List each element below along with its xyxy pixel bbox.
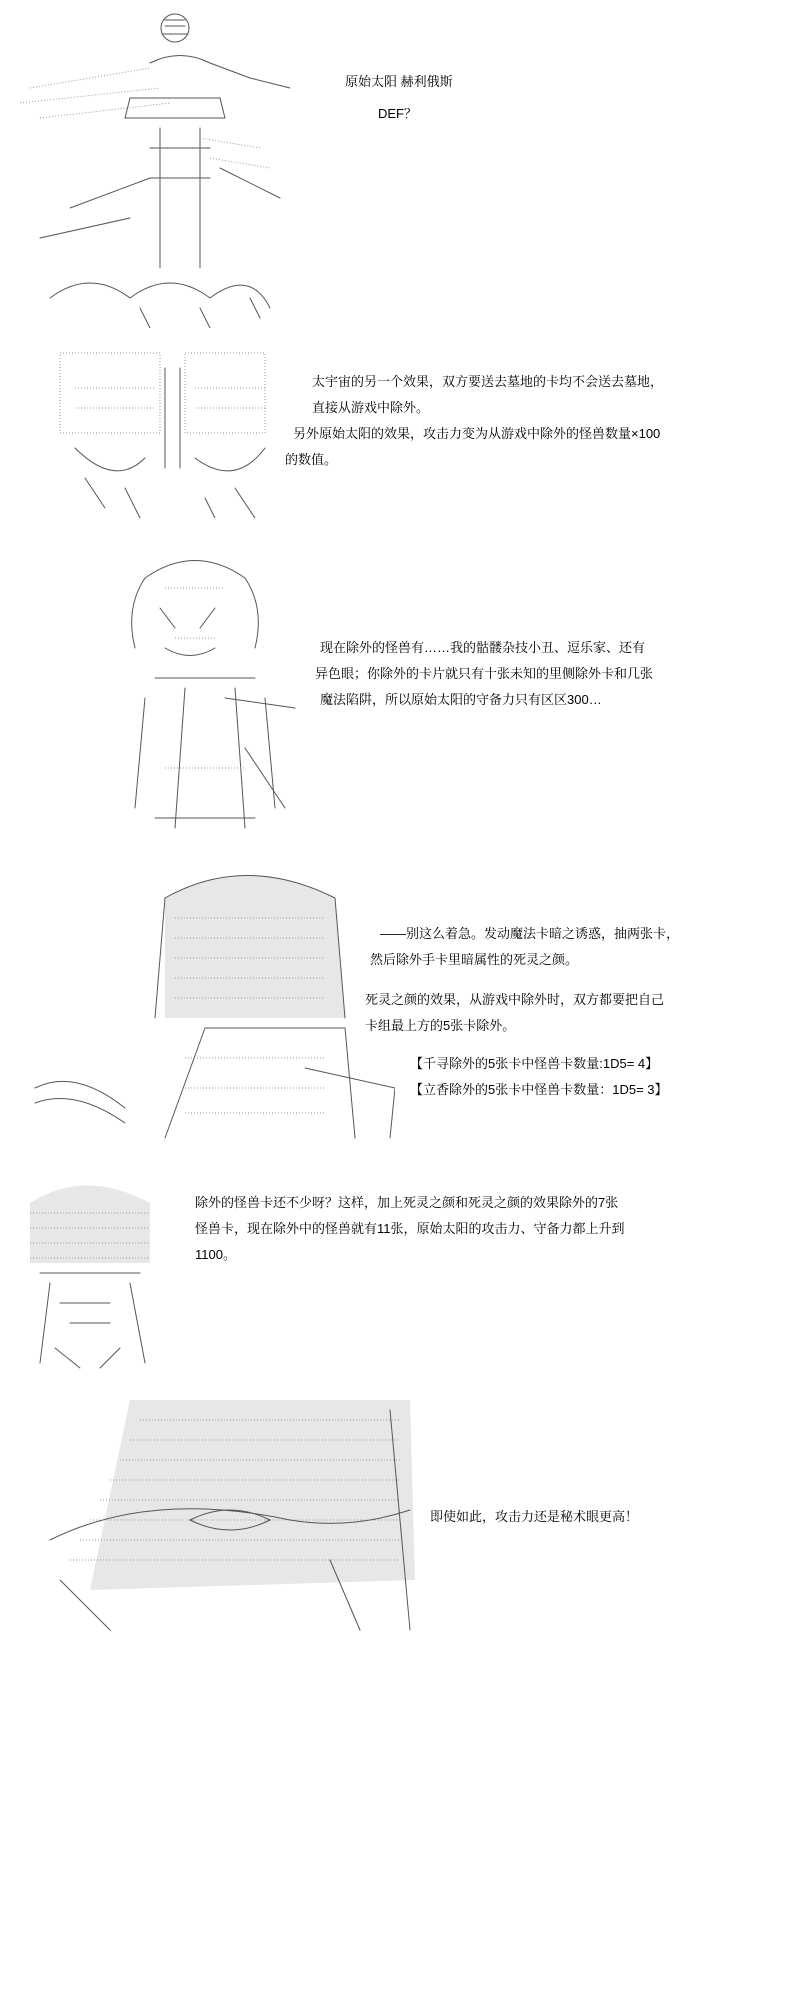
hooded-figure-ascii-art (55, 348, 275, 518)
caption-line: 另外原始太阳的效果，攻击力变为从游戏中除外的怪兽数量×100 (293, 426, 661, 441)
caption-line: 即使如此，攻击力还是秘术眼更高！ (430, 1509, 639, 1524)
caption-line: 怪兽卡，现在除外中的怪兽就有11张，原始太阳的攻击力、守备力都上升到 (195, 1221, 625, 1236)
panel-2 (0, 340, 800, 520)
panel-6 (0, 1385, 800, 2000)
dice-roll-line: 【千寻除外的5张卡中怪兽卡数量:1D5= 4】 (410, 1056, 659, 1071)
caption-line: 卡组最上方的5张卡除外。 (365, 1018, 516, 1033)
panel-6-text (430, 1507, 638, 1527)
caption-line: 太宇宙的另一个效果，双方要送去墓地的卡均不会送去墓地， (312, 374, 664, 389)
caption-line: 现在除外的怪兽有……我的骷髅杂技小丑、逗乐家、还有 (320, 640, 646, 655)
caption-line: 除外的怪兽卡还不少呀？这样，加上死灵之颜和死灵之颜的效果除外的7张 (195, 1195, 619, 1210)
caption-line: 死灵之颜的效果，从游戏中除外时，双方都要把自己 (365, 992, 665, 1007)
caption-line: 异色眼；你除外的卡片就只有十张未知的里侧除外卡和几张 (315, 666, 654, 681)
caption-line: 的数值。 (285, 452, 338, 467)
panel-4-text (365, 924, 679, 1100)
panel-3-text (315, 638, 653, 710)
caption-line: DEF？ (378, 106, 418, 121)
panel-2-text (285, 372, 663, 470)
panel-5-text (195, 1193, 625, 1265)
shaded-character-ascii-art (15, 858, 395, 1148)
panel-1 (0, 0, 800, 330)
eye-closeup-ascii-art (30, 1390, 420, 1640)
caption-line: 1100。 (195, 1247, 236, 1262)
panel-5 (0, 1165, 800, 1375)
dice-roll-line: 【立香除外的5张卡中怪兽卡数量：1D5= 3】 (410, 1082, 668, 1097)
caption-line: ——别这么着急。发动魔法卡暗之诱惑，抽两张卡， (380, 926, 680, 941)
panel-1-text (345, 72, 453, 124)
girl-character-ascii-art (95, 548, 315, 838)
boy-character-ascii-art (10, 1173, 170, 1373)
sun-monster-ascii-art (10, 8, 310, 328)
panel-3 (0, 540, 800, 840)
panel-4 (0, 850, 800, 1160)
caption-line: 然后除外手卡里暗属性的死灵之颜。 (370, 952, 579, 967)
caption-line: 直接从游戏中除外。 (312, 400, 430, 415)
caption-line: 魔法陷阱，所以原始太阳的守备力只有区区300… (320, 692, 602, 707)
caption-line: 原始太阳 赫利俄斯 (345, 74, 453, 89)
